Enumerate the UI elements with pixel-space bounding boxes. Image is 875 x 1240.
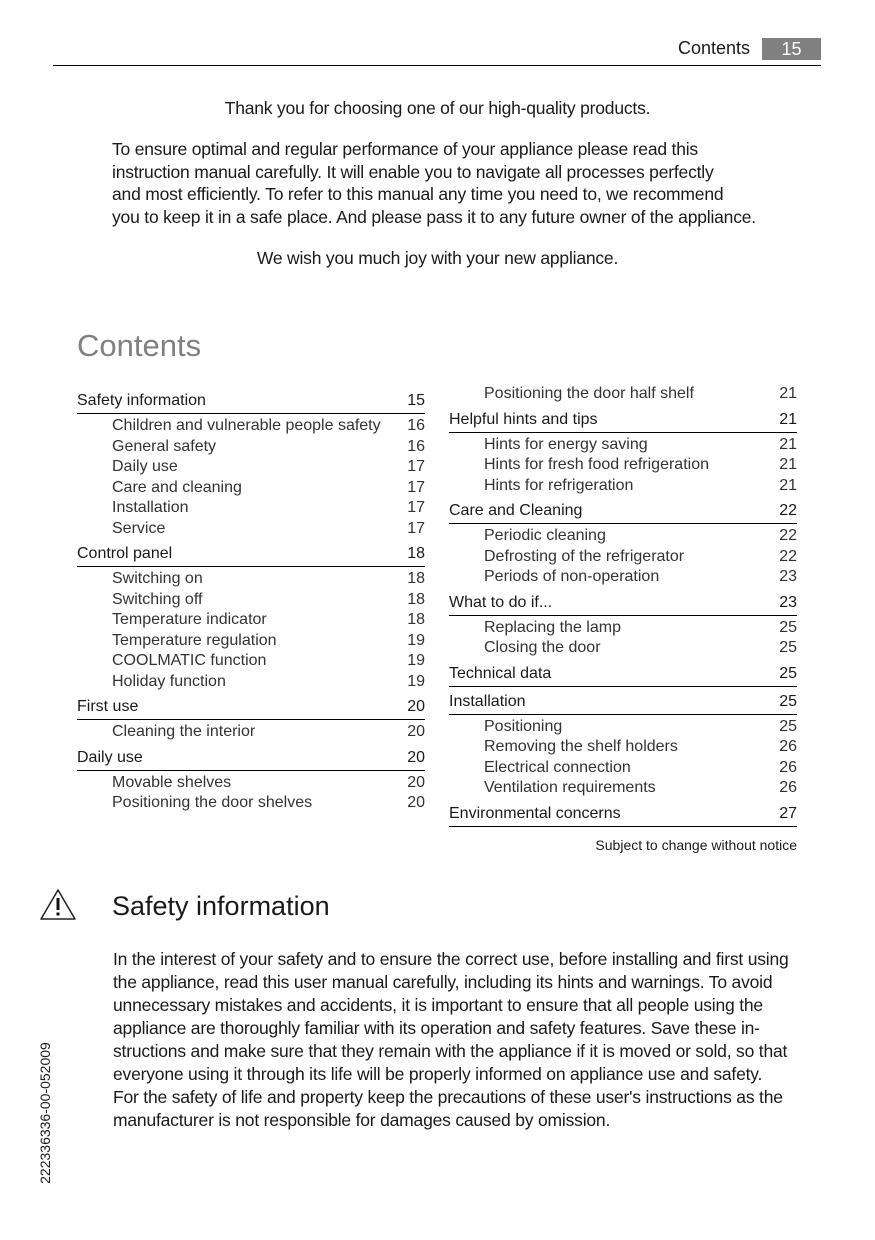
toc-page-number: 19 [407, 631, 425, 649]
toc-page-number: 21 [779, 410, 797, 428]
intro-line: instruction manual carefully. It will enable you to navigate all processes perfectly [112, 161, 714, 182]
toc-page-number: 16 [407, 437, 425, 455]
wish-text: We wish you much joy with your new appliance. [256, 248, 619, 268]
toc-page-number: 22 [779, 502, 797, 519]
toc-section[interactable] [77, 747, 425, 771]
safety-line: appliance are thoroughly familiar with its operation and safety features. Save these in- [113, 1018, 760, 1038]
toc-label: Installation [449, 692, 526, 710]
toc-entry[interactable] [449, 717, 797, 738]
toc-entry[interactable] [77, 722, 425, 743]
toc-label: Ventilation requirements [484, 779, 656, 796]
contents-heading: Contents [77, 328, 202, 363]
toc-entry[interactable] [77, 651, 425, 672]
toc-label: Environmental concerns [449, 804, 621, 822]
toc-label: Defrosting of the refrigerator [484, 547, 685, 565]
toc-entry[interactable] [77, 631, 425, 652]
toc-label: Care and Cleaning [449, 502, 583, 519]
toc-label: Temperature regulation [112, 631, 277, 649]
toc-entry[interactable] [449, 384, 797, 405]
toc-entry[interactable] [449, 758, 797, 779]
toc-label: Replacing the lamp [484, 618, 621, 636]
toc-entry[interactable] [449, 638, 797, 659]
toc-entry[interactable] [77, 519, 425, 540]
toc-page-number: 26 [779, 758, 797, 776]
toc-section[interactable] [449, 663, 797, 687]
toc-label: COOLMATIC function [112, 652, 267, 669]
toc-label: Helpful hints and tips [449, 410, 598, 428]
toc-label: Removing the shelf holders [484, 738, 678, 755]
toc-page-number: 21 [779, 476, 797, 494]
page-number: 15 [762, 38, 821, 60]
toc-page-number: 20 [407, 794, 425, 811]
toc-label: Children and vulnerable people safety [112, 417, 381, 434]
toc-label: Service [112, 519, 166, 537]
warning-triangle-icon [38, 887, 78, 928]
toc-page-number: 21 [779, 456, 797, 473]
toc-page-number: 19 [407, 672, 425, 690]
safety-line: unnecessary mistakes and accidents, it is important to ensure that all people using the [113, 995, 763, 1015]
intro-line: and most efficiently. To refer to this manual any time you need to, we recommend [112, 184, 724, 204]
toc-label: Technical data [449, 664, 552, 682]
safety-line: structions and make sure that they remain with the appliance if it is moved or sold, so that [113, 1041, 788, 1061]
toc-page-number: 18 [407, 570, 425, 587]
document-code: 222336336-00-052009 [37, 1042, 53, 1184]
toc-page-number: 21 [779, 385, 797, 402]
toc-entry[interactable] [449, 476, 797, 497]
toc-entry[interactable] [77, 437, 425, 458]
toc-label: Hints for refrigeration [484, 476, 634, 494]
toc-label: Movable shelves [112, 773, 232, 791]
toc-entry[interactable] [77, 793, 425, 814]
toc-entry[interactable] [77, 569, 425, 590]
intro-paragraph [112, 138, 756, 228]
toc-label: Hints for fresh food refrigeration [484, 456, 709, 473]
toc-page-number: 20 [407, 748, 425, 766]
safety-line: In the interest of your safety and to ensure the correct use, before installing and first using [113, 949, 789, 969]
intro-line: To ensure optimal and regular performance of your appliance please read this [112, 139, 698, 159]
header-section-title: Contents [677, 38, 750, 58]
toc-entry[interactable] [449, 526, 797, 547]
toc-label: Electrical connection [484, 758, 631, 776]
change-notice: Subject to change without notice [595, 837, 797, 853]
toc-page-number: 26 [779, 738, 797, 755]
toc-entry[interactable] [77, 478, 425, 499]
toc-label: First use [77, 698, 139, 715]
toc-page-number: 26 [779, 779, 797, 796]
toc-page-number: 25 [779, 639, 797, 656]
toc-section[interactable] [449, 592, 797, 616]
intro-line: you to keep it in a safe place. And please pass it to any future owner of the appliance. [112, 206, 756, 227]
toc-label: Installation [112, 499, 189, 516]
toc-page-number: 17 [407, 478, 425, 496]
toc-label: Positioning the door half shelf [484, 385, 694, 402]
toc-page-number: 23 [779, 568, 797, 585]
toc-page-number: 23 [779, 593, 797, 611]
toc-label: Safety information [77, 392, 206, 409]
toc-label: Daily use [112, 458, 178, 475]
toc-entry[interactable] [77, 416, 425, 437]
toc-page-number: 18 [407, 611, 425, 628]
toc-page-number: 20 [407, 773, 425, 791]
toc-page-number: 17 [407, 519, 425, 537]
toc-label: General safety [112, 437, 217, 455]
toc-page-number: 25 [779, 692, 797, 710]
toc-page-number: 19 [407, 652, 425, 669]
toc-section[interactable] [77, 390, 425, 414]
toc-entry[interactable] [449, 455, 797, 476]
toc-section[interactable] [449, 500, 797, 524]
toc-entry[interactable] [77, 773, 425, 794]
toc-page-number: 25 [779, 717, 797, 735]
toc-entry[interactable] [77, 498, 425, 519]
toc-page-number: 18 [407, 590, 425, 608]
header-divider [53, 65, 821, 66]
toc-page-number: 27 [779, 804, 797, 822]
toc-label: Care and cleaning [112, 478, 242, 496]
toc-label: Daily use [77, 748, 143, 766]
toc-page-number: 21 [779, 435, 797, 453]
toc-entry[interactable] [449, 618, 797, 639]
toc-page-number: 17 [407, 458, 425, 475]
toc-section[interactable] [449, 691, 797, 715]
safety-line: everyone using it through its life will be properly informed on appliance use and safety. [113, 1064, 763, 1084]
toc-entry[interactable] [77, 590, 425, 611]
toc-page-number: 22 [779, 547, 797, 565]
toc-section[interactable] [77, 543, 425, 567]
toc-page-number: 25 [779, 618, 797, 636]
toc-section[interactable] [449, 803, 797, 827]
toc-left-column [77, 386, 425, 814]
safety-line: the appliance, read this user manual carefully, including its hints and warnings. To avoid [113, 972, 773, 992]
safety-paragraph [113, 948, 789, 1132]
toc-page-number: 15 [407, 392, 425, 409]
toc-section[interactable] [77, 696, 425, 720]
toc-section[interactable] [449, 409, 797, 433]
safety-line: For the safety of life and property keep the precautions of these user's instructions as the [113, 1087, 783, 1107]
toc-entry[interactable] [449, 547, 797, 568]
toc-entry[interactable] [449, 435, 797, 456]
toc-page-number: 22 [779, 527, 797, 544]
toc-label: Holiday function [112, 672, 226, 690]
toc-label: Switching off [112, 590, 203, 608]
thank-you-text: Thank you for choosing one of our high-quality products. [224, 98, 651, 118]
toc-entry[interactable] [449, 778, 797, 799]
toc-label: Cleaning the interior [112, 723, 256, 740]
toc-label: Control panel [77, 545, 173, 562]
toc-label: Positioning the door shelves [112, 794, 313, 811]
toc-page-number: 25 [779, 664, 797, 682]
toc-page-number: 20 [407, 698, 425, 715]
toc-entry[interactable] [449, 567, 797, 588]
toc-right-column [449, 382, 797, 829]
toc-label: Temperature indicator [112, 611, 267, 628]
toc-label: What to do if... [449, 593, 553, 611]
toc-page-number: 16 [407, 417, 425, 434]
safety-line: manufacturer is not responsible for damages caused by omission. [113, 1110, 611, 1130]
toc-page-number: 18 [407, 545, 425, 562]
toc-label: Hints for energy saving [484, 435, 648, 453]
toc-page-number: 17 [407, 499, 425, 516]
toc-label: Closing the door [484, 639, 601, 656]
toc-label: Periodic cleaning [484, 527, 606, 544]
toc-label: Periods of non-operation [484, 568, 660, 585]
toc-entry[interactable] [449, 737, 797, 758]
toc-entry[interactable] [77, 672, 425, 693]
toc-page-number: 20 [407, 723, 425, 740]
toc-label: Positioning [484, 717, 563, 735]
toc-entry[interactable] [77, 457, 425, 478]
safety-heading: Safety information [112, 891, 330, 921]
toc-label: Switching on [112, 570, 203, 587]
toc-entry[interactable] [77, 610, 425, 631]
